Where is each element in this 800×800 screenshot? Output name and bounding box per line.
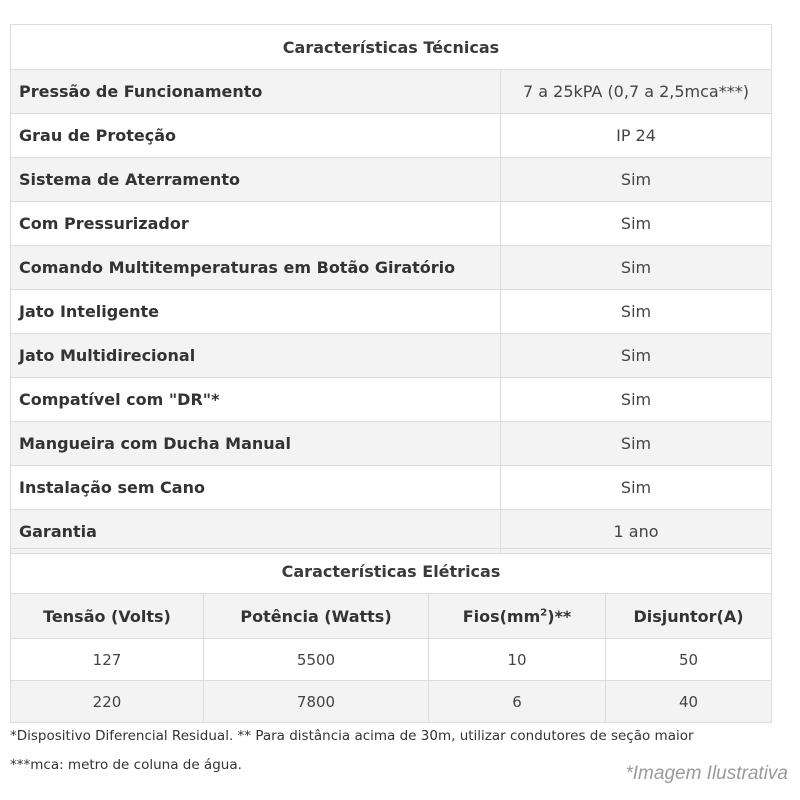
spec-label: Sistema de Aterramento (11, 158, 501, 202)
cell-potencia: 7800 (204, 681, 429, 723)
spec-label: Com Pressurizador (11, 202, 501, 246)
table-row (11, 246, 772, 290)
fios-header-superscript: 2 (540, 607, 548, 619)
footnote-dr: *Dispositivo Diferencial Residual. ** Para distância acima de 30m, utilizar condutores de seção maior (10, 728, 694, 744)
technical-specs-title: Características Técnicas (11, 25, 772, 70)
spec-value: Sim (501, 158, 772, 202)
table-row (11, 114, 772, 158)
spec-value: 7 a 25kPA (0,7 a 2,5mca***) (501, 70, 772, 114)
table-row (11, 378, 772, 422)
spec-label: Jato Inteligente (11, 290, 501, 334)
cell-fios: 10 (429, 639, 606, 681)
table-row (11, 510, 772, 554)
spec-value: Sim (501, 290, 772, 334)
cell-tensao: 127 (11, 639, 204, 681)
table-row (11, 639, 772, 681)
table-row (11, 334, 772, 378)
spec-value: Sim (501, 378, 772, 422)
spec-value: IP 24 (501, 114, 772, 158)
spec-label: Compatível com "DR"* (11, 378, 501, 422)
fios-header-text: Fios(mm (462, 606, 541, 626)
table-row (11, 422, 772, 466)
spec-value: Sim (501, 202, 772, 246)
cell-disjuntor: 50 (606, 639, 772, 681)
spec-label: Mangueira com Ducha Manual (11, 422, 501, 466)
fios-header-suffix: )** (547, 606, 572, 626)
column-header-disjuntor: Disjuntor(A) (606, 594, 772, 639)
table-row (11, 681, 772, 723)
electrical-specs-table (10, 548, 772, 723)
spec-label: Pressão de Funcionamento (11, 70, 501, 114)
table-row (11, 70, 772, 114)
spec-label: Garantia (11, 510, 501, 554)
spec-label: Instalação sem Cano (11, 466, 501, 510)
column-header-fios (429, 594, 606, 639)
spec-label: Comando Multitemperaturas em Botão Giratório (11, 246, 501, 290)
spec-label: Grau de Proteção (11, 114, 501, 158)
table-row (11, 202, 772, 246)
spec-value: Sim (501, 246, 772, 290)
electrical-specs-title: Características Elétricas (11, 549, 772, 594)
table-row (11, 290, 772, 334)
cell-disjuntor: 40 (606, 681, 772, 723)
illustrative-image-notice: *Imagem Ilustrativa (625, 763, 788, 784)
spec-value: Sim (501, 422, 772, 466)
footnote-mca: ***mca: metro de coluna de água. (10, 757, 242, 773)
cell-potencia: 5500 (204, 639, 429, 681)
spec-value: 1 ano (501, 510, 772, 554)
cell-fios: 6 (429, 681, 606, 723)
spec-value: Sim (501, 466, 772, 510)
spec-value: Sim (501, 334, 772, 378)
column-header-potencia: Potência (Watts) (204, 594, 429, 639)
cell-tensao: 220 (11, 681, 204, 723)
spec-label: Jato Multidirecional (11, 334, 501, 378)
column-header-tensao: Tensão (Volts) (11, 594, 204, 639)
technical-specs-table (10, 24, 772, 554)
table-row (11, 158, 772, 202)
table-row (11, 466, 772, 510)
